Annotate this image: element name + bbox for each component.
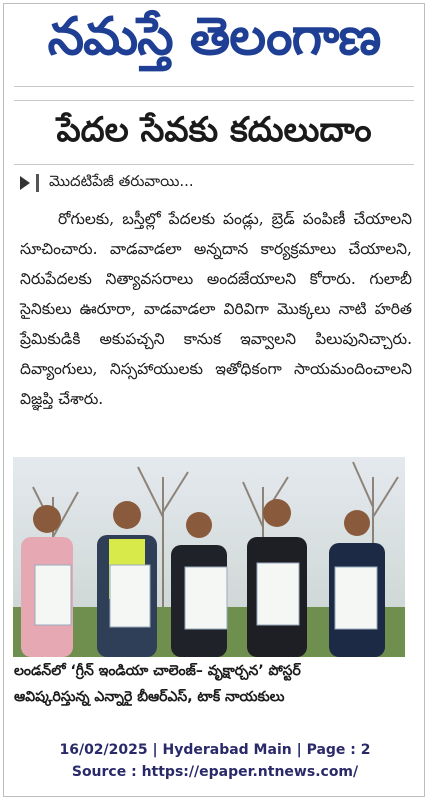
continued-from-front-page	[20, 172, 194, 194]
photo-caption-line: లండన్‌లో ‘గ్రీన్ ఇండియా చాలెంజ్– వృక్షార్చన’ పోస్టర్	[14, 663, 301, 679]
triangle-arrow-icon	[20, 176, 30, 190]
edition-info: 16/02/2025 | Hyderabad Main | Page : 2	[59, 742, 371, 758]
group-photo-illustration	[13, 457, 405, 657]
article-photo	[13, 457, 405, 657]
article-body	[20, 204, 412, 414]
masthead-logo: నమస్తే తెలంగాణ	[47, 8, 381, 67]
headline-divider	[14, 164, 414, 165]
article-headline: పేదల సేవకు కదులుదాం	[56, 110, 372, 150]
continued-label: మొదటిపేజీ తరువాయి...	[49, 172, 194, 190]
photo-caption	[14, 658, 414, 710]
vertical-bar-icon	[36, 174, 39, 192]
photo-caption-line: ఆవిష్కరిస్తున్న ఎన్నారై బీఆర్‌ఎస్, టాక్ నాయకులు	[14, 689, 285, 705]
masthead-divider	[14, 86, 414, 87]
article-paragraph: రోగులకు, బస్తీల్లో పేదలకు పండ్లు, బ్రెడ్ పంపిణీ చేయాలని సూచించారు. వాడవాడలా అన్నదాన కార్యక్రమాలు చేయాలని, నిరుపేదలకు నిత్యావసరాలు అందజేయాలని కోరారు. గులాబీ సైనికులు ఊరూరా, వాడవాడలా విరివిగా మొక్కలు నాటి హరిత ప్రేమికుడికి అకుపచ్చని కానుక ఇవ్వాలని పిలుపునిచ్చారు. దివ్యాంగులు, నిస్సహాయులకు ఇతోధికంగా సాయమందించాలని విజ్ఞప్తి చేశారు.	[20, 210, 412, 408]
section-divider	[14, 100, 414, 101]
source-info: Source : https://epaper.ntnews.com/	[71, 764, 359, 780]
